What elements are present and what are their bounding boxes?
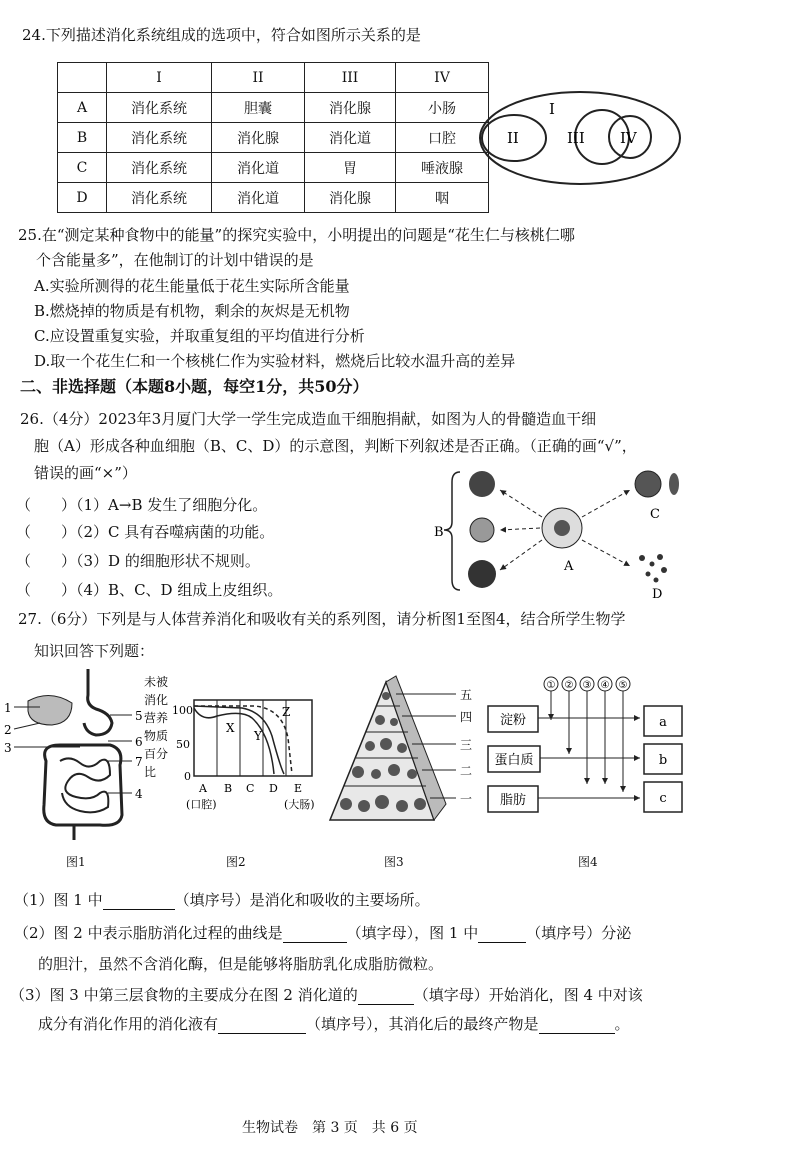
table-row [58,153,489,183]
answer-blank[interactable] [358,1004,414,1005]
table-cell: 胆囊 [212,93,305,123]
table-header-row [58,63,489,93]
q25-option-b: B.燃烧掉的物质是有机物，剩余的灰烬是无机物 [34,302,350,320]
b-cell-1 [469,471,495,497]
table-cell: 消化系统 [107,93,212,123]
svg-text:营养: 营养 [144,711,169,725]
table-row [58,93,489,123]
table-cell: 消化腺 [305,183,396,213]
q27-stem-line1: 27.（6分）下列是与人体营养消化和吸收有关的系列图，请分析图1至图4，结合所学生物学 [18,610,626,628]
curve-y [194,706,284,774]
fig2-ytick: 50 [176,738,190,751]
fig2-digestion-chart [142,668,322,844]
curve-z [194,706,292,774]
fig1-caption: 图1 [66,855,86,869]
fig2-xtick: E [294,782,303,795]
fig2-xsub: (口腔) [186,798,217,811]
fig2-xtick: B [224,782,233,795]
table-cell: II [212,63,305,93]
q26-item: （ ）（4）B、C、D 组成上皮组织。 [16,581,283,599]
q24-stem: 24.下列描述消化系统组成的选项中，符合如图所示关系的是 [22,26,421,44]
label-C: C [650,507,660,522]
venn-diagram [474,88,686,188]
q27-stem-line2: 知识回答下列题： [34,642,155,660]
table-cell [58,63,107,93]
pyramid-level: 一 [460,792,473,806]
q24-table [57,62,489,213]
answer-blank[interactable] [103,909,175,910]
q27-sub3: （3）图 3 中第三层食物的主要成分在图 2 消化道的 （填字母）开始消化，图 4 中对该 [10,986,643,1004]
svg-text:物质: 物质 [144,729,169,743]
svg-text:比: 比 [144,765,157,779]
b-cell-2 [470,518,494,542]
nutrient-starch: 淀粉 [499,713,527,728]
fig1-label: 7 [135,755,143,769]
table-cell: 小肠 [396,93,489,123]
section-heading: 二、非选择题（本题8小题，每空1分，共50分） [20,377,369,396]
q27-sub2-line2: 的胆汁，虽然不含消化酶，但是能够将脂肪乳化成脂肪微粒。 [38,955,444,973]
table-cell: 胃 [305,153,396,183]
svg-text:未被: 未被 [144,675,169,689]
venn-label-IV: IV [620,129,637,147]
fig4-caption: 图4 [578,855,598,869]
table-cell: IV [396,63,489,93]
pyramid-level: 二 [460,764,473,778]
q25-stem-line2: 个含能量多”，在他制订的计划中错误的是 [36,251,314,269]
label-D: D [652,587,663,602]
nutrient-fat: 脂肪 [499,793,527,808]
svg-text:消化: 消化 [144,693,169,707]
table-cell: A [58,93,107,123]
curve-label: X [226,721,235,735]
table-cell: 消化道 [212,153,305,183]
product-c: c [659,791,667,806]
fig2-xsub: (大肠) [284,798,315,811]
q26-item: （ ）（2）C 具有吞噬病菌的功能。 [16,523,275,541]
venn-label-I: I [549,100,555,118]
fig2-xtick: A [199,782,207,795]
q25-option-d: D.取一个花生仁和一个核桃仁作为实验材料，燃烧后比较水温升高的差异 [34,352,516,370]
fig2-ytick: 100 [172,704,193,717]
fig2-ytick: 0 [184,770,191,783]
table-cell: 消化腺 [305,93,396,123]
q25-option-c: C.应设置重复实验，并取重复组的平均值进行分析 [34,327,365,345]
venn-label-III: III [567,129,585,147]
fig1-label: 6 [135,735,143,749]
page-footer: 生物试卷 第 3 页 共 6 页 [242,1120,418,1136]
enzyme-label: ⑤ [618,680,628,691]
fig1-digestive-system [0,665,160,840]
table-cell: 消化道 [305,123,396,153]
answer-blank[interactable] [539,1033,615,1034]
nutrient-protein: 蛋白质 [494,753,534,768]
table-row [58,183,489,213]
fig2-xtick: C [246,782,255,795]
product-b: b [658,753,668,768]
enzyme-label: ③ [582,680,592,691]
product-a: a [659,715,667,730]
table-cell: III [305,63,396,93]
answer-blank[interactable] [283,942,347,943]
table-cell: C [58,153,107,183]
table-cell: 消化系统 [107,183,212,213]
fig1-label: 3 [4,741,12,755]
pyramid-level: 三 [460,738,473,752]
fig2-caption: 图2 [226,855,246,869]
fig1-label: 5 [135,709,143,723]
table-cell: 消化道 [212,183,305,213]
answer-blank[interactable] [218,1033,306,1034]
table-cell: 咽 [396,183,489,213]
q25-option-a: A.实验所测得的花生能量低于花生实际所含能量 [34,277,350,295]
fig1-label: 4 [135,787,143,801]
fig3-food-pyramid [322,672,482,840]
table-cell: 消化腺 [212,123,305,153]
liver [28,695,72,725]
answer-blank[interactable] [478,942,526,943]
fig2-ylabel [144,674,168,779]
pyramid-level: 五 [460,688,473,702]
enzyme-label: ② [564,680,574,691]
fig1-label: 2 [4,723,12,737]
q25-stem-line1: 25.在“测定某种食物中的能量”的探究实验中，小明提出的问题是“花生仁与核桃仁哪 [18,226,575,244]
q26-stem-line2: 胞（A）形成各种血细胞（B、C、D）的示意图，判断下列叙述是否正确。（正确的画“√”， [34,437,637,455]
enzyme-label: ④ [600,680,610,691]
blood-cell-diagram [430,462,700,607]
pyramid-level: 四 [460,710,473,724]
d-platelets [639,554,667,583]
table-row [58,123,489,153]
table-cell: I [107,63,212,93]
table-cell: 唾液腺 [396,153,489,183]
q26-item: （ ）（3）D 的细胞形状不规则。 [16,552,260,570]
venn-label-II: II [507,129,519,147]
q27-sub1: （1）图 1 中 （填序号）是消化和吸收的主要场所。 [14,891,430,909]
fig4-nutrient-flow [484,672,690,832]
label-A: A [564,559,574,574]
q26-stem-line3: 错误的画“×”） [34,464,137,482]
curve-label: Z [282,705,291,719]
curve-label: Y [254,729,262,743]
table-cell: B [58,123,107,153]
table-cell: 口腔 [396,123,489,153]
q27-sub2: （2）图 2 中表示脂肪消化过程的曲线是 （填字母），图 1 中 （填序号）分泌 [14,924,632,942]
q27-sub3-line2: 成分有消化作用的消化液有 （填序号），其消化后的最终产物是 。 [38,1015,630,1033]
table-cell: 消化系统 [107,123,212,153]
label-B: B [434,525,444,540]
fig3-caption: 图3 [384,855,404,869]
table-cell: D [58,183,107,213]
table-cell: 消化系统 [107,153,212,183]
c-cell [635,471,661,497]
svg-text:百分: 百分 [144,747,169,761]
q26-stem-line1: 26.（4分）2023年3月厦门大学一学生完成造血干细胞捐献，如图为人的骨髓造血干细 [20,410,597,428]
b-cell-3 [468,560,496,588]
q26-item: （ ）（1）A→B 发生了细胞分化。 [16,496,268,514]
fig2-xtick: D [269,782,278,795]
enzyme-label: ① [546,680,556,691]
fig1-label: 1 [4,701,12,715]
